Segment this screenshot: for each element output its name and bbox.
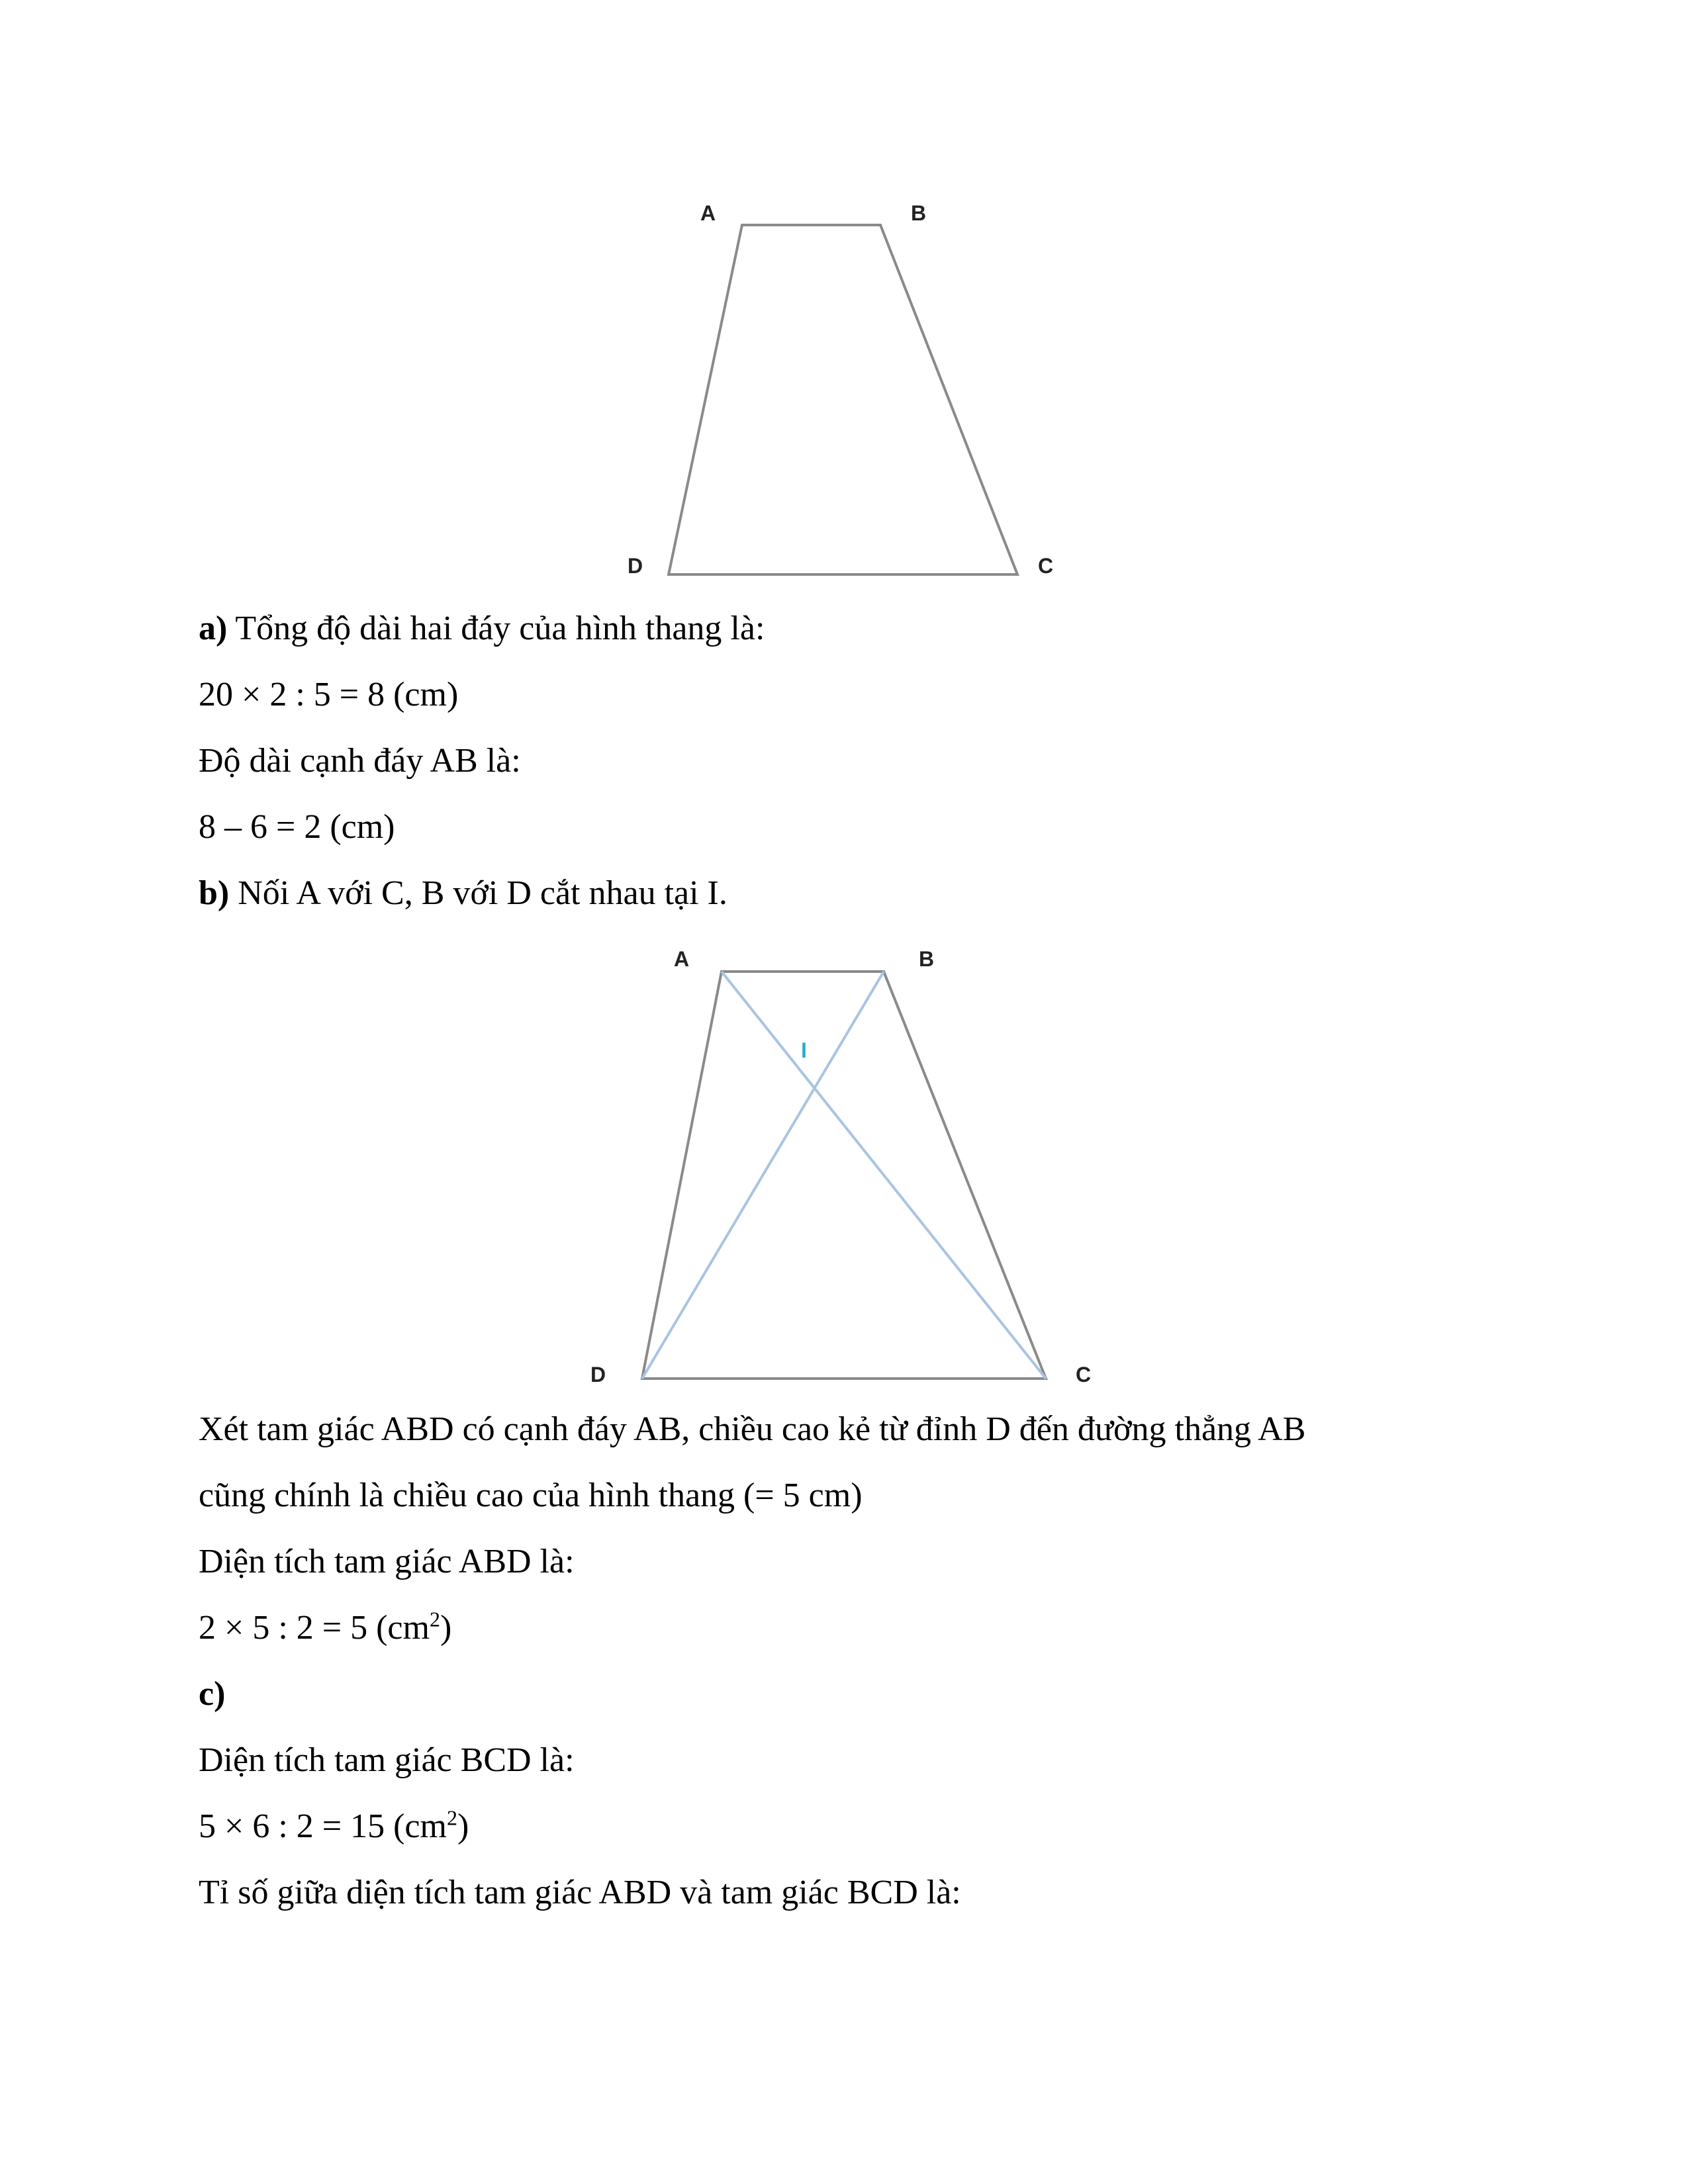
vertex-label-c-2: C [1076,1363,1092,1387]
vertex-label-b-2: B [919,947,935,971]
vertex-label-a: A [700,201,716,225]
vertex-label-c: C [1038,554,1054,578]
diagonal-ac [722,972,1046,1379]
part-c-calc [199,1807,469,1846]
part-b-calc-main: 2 × 5 : 2 = 5 (cm [199,1609,430,1647]
part-a-intro [199,609,765,649]
part-b-calc-sup: 2 [429,1607,440,1631]
vertex-label-d: D [628,554,643,578]
part-c-calc-sup: 2 [446,1805,457,1830]
part-c-marker-line [199,1674,225,1714]
part-a-marker: a) [199,610,228,647]
trapezoid-shape-2 [642,972,1046,1379]
part-b-calc-end: ) [440,1609,452,1647]
vertex-label-d-2: D [590,1363,606,1387]
vertex-label-b: B [911,201,927,225]
part-a-text2: Độ dài cạnh đáy AB là: [199,742,521,780]
part-b-marker: b) [199,874,230,912]
vertex-label-a-2: A [674,947,690,971]
part-c-calc-main: 5 × 6 : 2 = 15 (cm [199,1807,447,1845]
part-a-intro-text: Tổng độ dài hai đáy của hình thang là: [227,610,765,647]
part-b-text2: cũng chính là chiều cao của hình thang (= 5 cm) [199,1477,863,1514]
trapezoid-shape [669,225,1017,574]
part-b-intro [199,874,727,913]
intersection-label-i: I [801,1038,807,1062]
part-c-text1: Diện tích tam giác BCD là: [199,1741,575,1779]
part-a-calc2: 8 – 6 = 2 (cm) [199,808,395,846]
part-b-intro-text: Nối A với C, B với D cắt nhau tại I. [229,874,727,912]
part-b-text3: Diện tích tam giác ABD là: [199,1543,575,1580]
part-c-marker: c) [199,1675,226,1713]
part-a-calc1: 20 × 2 : 5 = 8 (cm) [199,676,459,713]
part-b-text1: Xét tam giác ABD có cạnh đáy AB, chiều cao kẻ từ đỉnh D đến đường thẳng AB [199,1410,1306,1448]
diagonal-bd [642,972,884,1379]
part-c-calc-end: ) [457,1807,469,1845]
trapezoid-figure [596,192,1099,602]
trapezoid-diagonals-figure [569,933,1125,1396]
part-b-calc [199,1608,451,1648]
part-c-text2: Tỉ số giữa diện tích tam giác ABD và tam giác BCD là: [199,1874,961,1911]
